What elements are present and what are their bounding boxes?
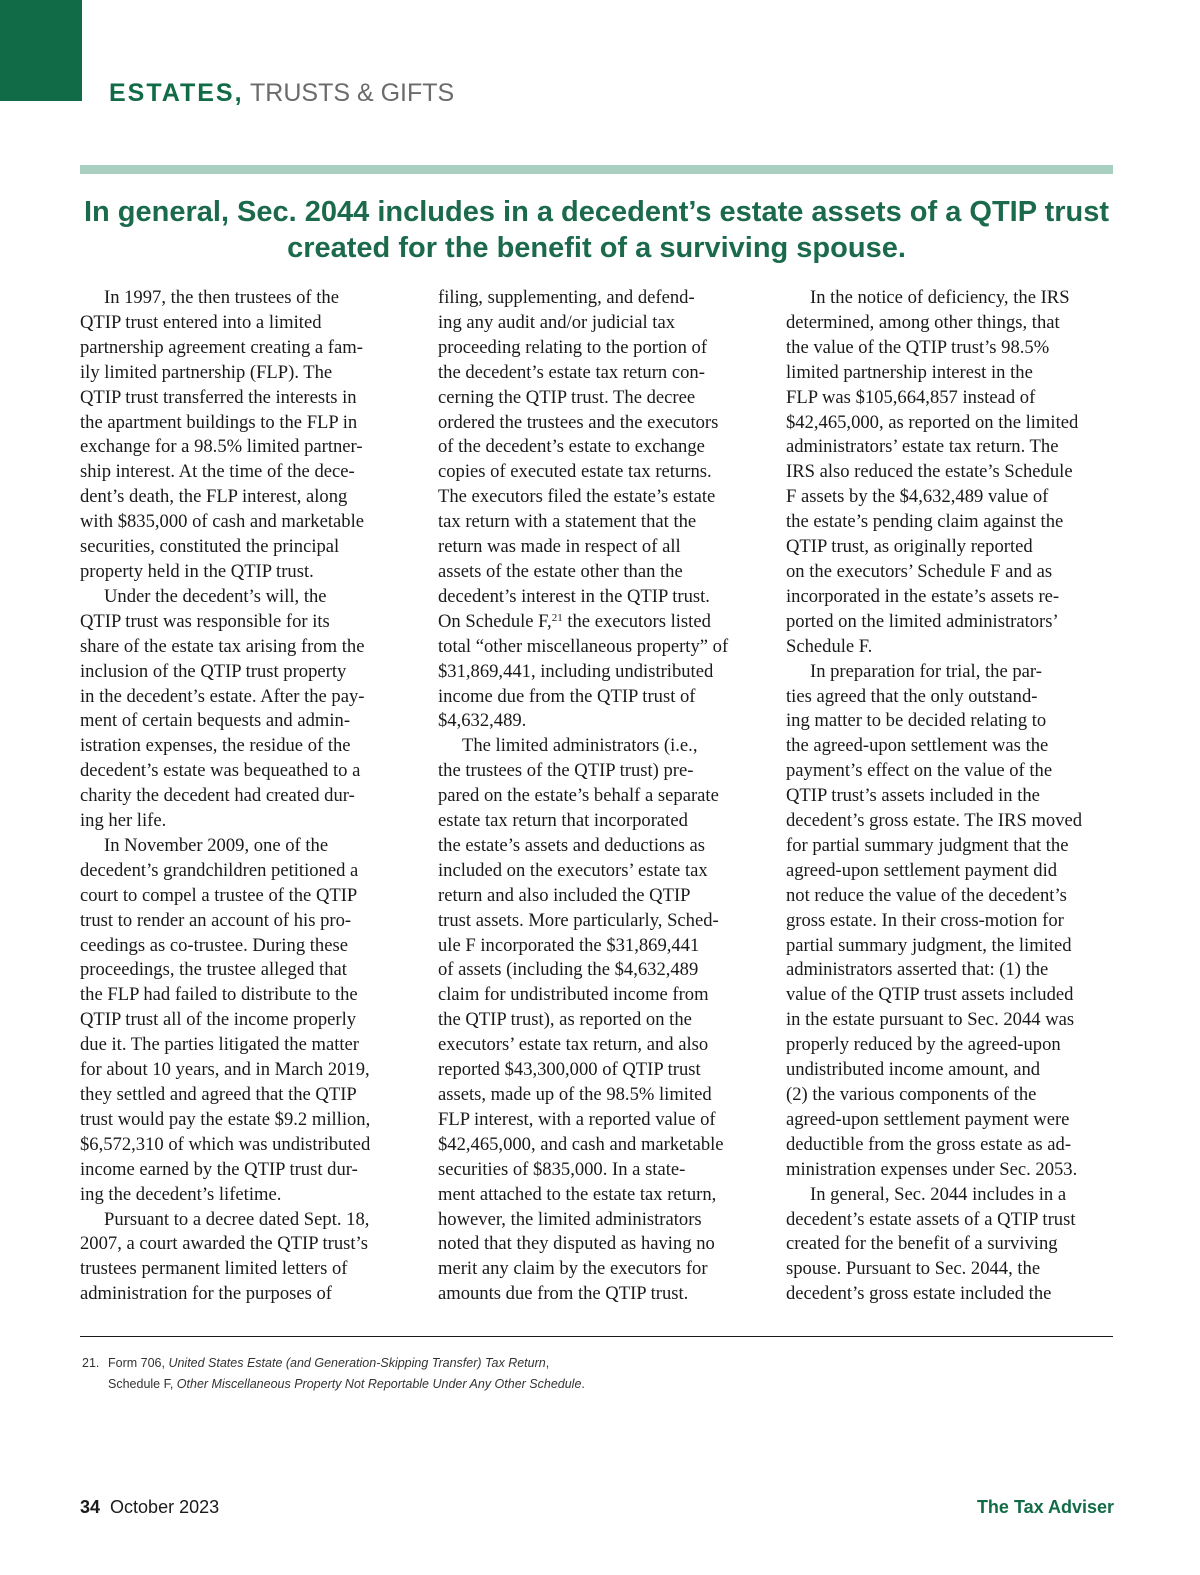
text-line: $42,465,000, and cash and marketable bbox=[438, 1133, 724, 1155]
text-line: ily limited partnership (FLP). The bbox=[80, 361, 333, 383]
text-line: ule F incorporated the $31,869,441 bbox=[438, 934, 700, 956]
text-line: pared on the estate’s behalf a separate bbox=[438, 785, 719, 807]
paragraph bbox=[438, 286, 768, 610]
text-line: assets of the estate other than the bbox=[438, 560, 683, 582]
text-line: (2) the various components of the bbox=[786, 1084, 1037, 1105]
text-line: incorporated in the estate’s assets re- bbox=[786, 585, 1060, 607]
text-line: ship interest. At the time of the dece- bbox=[80, 461, 355, 483]
section-header-bold: ESTATES, bbox=[109, 79, 244, 107]
text-line: income due from the QTIP trust of bbox=[438, 685, 696, 707]
text-line: the QTIP trust), as reported on the bbox=[438, 1009, 692, 1031]
text-line: executors’ estate tax return, and also bbox=[438, 1034, 709, 1056]
footnote-21 bbox=[82, 1353, 602, 1395]
text-line: included on the executors’ estate tax bbox=[438, 859, 708, 881]
text-line: ministration expenses under Sec. 2053. bbox=[786, 1158, 1078, 1180]
footnote-number: 21. bbox=[82, 1356, 100, 1370]
text-line: In preparation for trial, the par- bbox=[810, 660, 1042, 682]
section-header bbox=[109, 77, 454, 109]
text-line: trust assets. More particularly, Sched- bbox=[438, 909, 719, 931]
text-line: created for the benefit of a surviving bbox=[786, 1233, 1058, 1255]
text-line: properly reduced by the agreed-upon bbox=[786, 1034, 1061, 1056]
text-line: not reduce the value of the decedent’s bbox=[786, 884, 1067, 906]
footnote-schedule-title: Other Miscellaneous Property Not Reportable Under Any Other Schedule bbox=[176, 1377, 582, 1391]
text-line: partnership agreement creating a fam- bbox=[80, 336, 363, 358]
text-line: administrators’ estate tax return. The bbox=[786, 436, 1059, 458]
text-line: of assets (including the $4,632,489 bbox=[438, 959, 699, 981]
text-line: ceedings as co-trustee. During these bbox=[80, 934, 348, 956]
text-line: ing matter to be decided relating to bbox=[786, 710, 1047, 732]
text-line: the value of the QTIP trust’s 98.5% bbox=[786, 336, 1050, 358]
text-line: In general, Sec. 2044 includes in a bbox=[810, 1183, 1067, 1205]
text-line: deductible from the gross estate as ad- bbox=[786, 1133, 1072, 1155]
text-line: court to compel a trustee of the QTIP bbox=[80, 884, 358, 906]
text-line: with $835,000 of cash and marketable bbox=[80, 511, 364, 533]
text-line: $31,869,441, including undistributed bbox=[438, 660, 714, 682]
text-line: the FLP had failed to distribute to the bbox=[80, 984, 358, 1006]
text-line: copies of executed estate tax returns. bbox=[438, 461, 712, 483]
text-line: in the decedent’s estate. After the pay- bbox=[80, 685, 365, 707]
text-line: merit any claim by the executors for bbox=[438, 1258, 708, 1280]
schedule-f-lead: On Schedule F, bbox=[438, 610, 552, 632]
text-line: dent’s death, the FLP interest, along bbox=[80, 486, 348, 508]
text-line: for about 10 years, and in March 2019, bbox=[80, 1059, 370, 1081]
text-line: decedent’s gross estate. The IRS moved bbox=[786, 810, 1083, 832]
text-line: share of the estate tax arising from the bbox=[80, 635, 365, 657]
text-line: FLP was $105,664,857 instead of bbox=[786, 386, 1036, 408]
text-line: cerning the QTIP trust. The decree bbox=[438, 386, 696, 408]
text-line: the estate’s pending claim against the bbox=[786, 511, 1064, 533]
paragraph bbox=[438, 734, 768, 1307]
article-column-1 bbox=[80, 286, 410, 1307]
text-line: ment attached to the estate tax return, bbox=[438, 1183, 717, 1205]
pull-quote-rule bbox=[80, 165, 1113, 174]
text-line: QTIP trust was responsible for its bbox=[80, 610, 330, 632]
paragraph bbox=[80, 834, 410, 1208]
text-line: securities, constituted the principal bbox=[80, 536, 340, 558]
text-line: ing any audit and/or judicial tax bbox=[438, 311, 676, 333]
text-line: noted that they disputed as having no bbox=[438, 1233, 715, 1255]
text-line: in the estate pursuant to Sec. 2044 was bbox=[786, 1009, 1075, 1031]
text-line: 2007, a court awarded the QTIP trust’s bbox=[80, 1233, 368, 1255]
text-line: trust would pay the estate $9.2 million, bbox=[80, 1108, 371, 1130]
text-line: administration for the purposes of bbox=[80, 1283, 332, 1305]
text-line: ported on the limited administrators’ bbox=[786, 610, 1059, 632]
text-line: payment’s effect on the value of the bbox=[786, 760, 1053, 782]
text-line: determined, among other things, that bbox=[786, 311, 1060, 333]
text-line: QTIP trust’s assets included in the bbox=[786, 785, 1040, 807]
text-line: claim for undistributed income from bbox=[438, 984, 709, 1006]
footnote-text bbox=[108, 1353, 602, 1395]
text-line: exchange for a 98.5% limited partner- bbox=[80, 436, 363, 458]
corner-color-block bbox=[0, 0, 82, 101]
text-line: assets, made up of the 98.5% limited bbox=[438, 1084, 712, 1105]
text-line: proceeding relating to the portion of bbox=[438, 336, 708, 358]
text-line: FLP interest, with a reported value of bbox=[438, 1108, 716, 1130]
text-line: estate tax return that incorporated bbox=[438, 810, 688, 832]
text-line: the estate’s assets and deductions as bbox=[438, 834, 705, 856]
footnote-prefix: Form 706, bbox=[108, 1356, 169, 1370]
article-column-3 bbox=[786, 286, 1116, 1307]
text-line: ing her life. bbox=[80, 810, 167, 832]
text-line: proceedings, the trustee alleged that bbox=[80, 959, 347, 981]
text-line: undistributed income amount, and bbox=[786, 1059, 1041, 1081]
text-line: due it. The parties litigated the matter bbox=[80, 1034, 359, 1056]
text-line: trustees permanent limited letters of bbox=[80, 1258, 348, 1280]
text-line: QTIP trust, as originally reported bbox=[786, 536, 1033, 558]
text-line: partial summary judgment, the limited bbox=[786, 934, 1072, 956]
text-line: $42,465,000, as reported on the limited bbox=[786, 411, 1079, 433]
text-line: ties agreed that the only outstand- bbox=[786, 685, 1038, 707]
text-line: $4,632,489. bbox=[438, 710, 527, 732]
text-line: The executors filed the estate’s estate bbox=[438, 486, 716, 508]
paragraph bbox=[438, 610, 768, 735]
text-line: spouse. Pursuant to Sec. 2044, the bbox=[786, 1258, 1041, 1280]
text-line: agreed-upon settlement payment were bbox=[786, 1108, 1070, 1130]
text-line: decedent’s interest in the QTIP trust. bbox=[438, 585, 710, 607]
footnote-middle: , Schedule F, bbox=[108, 1356, 550, 1391]
text-line: F assets by the $4,632,489 value of bbox=[786, 486, 1049, 508]
text-line: QTIP trust all of the income properly bbox=[80, 1009, 357, 1031]
text-line: return and also included the QTIP bbox=[438, 884, 691, 906]
text-line: In November 2009, one of the bbox=[104, 834, 329, 856]
text-line: Pursuant to a decree dated Sept. 18, bbox=[104, 1208, 370, 1230]
text-line: IRS also reduced the estate’s Schedule bbox=[786, 461, 1073, 483]
text-line: the apartment buildings to the FLP in bbox=[80, 411, 358, 433]
paragraph bbox=[80, 1208, 410, 1308]
footnote-form-title: United States Estate (and Generation-Skipping Transfer) Tax Return bbox=[168, 1356, 546, 1370]
text-line: the trustees of the QTIP trust) pre- bbox=[438, 760, 694, 782]
text-line: administrators asserted that: (1) the bbox=[786, 959, 1049, 981]
footnote-divider bbox=[80, 1336, 1113, 1337]
text-line bbox=[438, 610, 768, 635]
text-line: tax return with a statement that the bbox=[438, 511, 697, 533]
text-line: istration expenses, the residue of the bbox=[80, 735, 351, 757]
text-line: QTIP trust transferred the interests in bbox=[80, 386, 357, 408]
text-line: decedent’s gross estate included the bbox=[786, 1283, 1052, 1305]
text-line: the decedent’s estate tax return con- bbox=[438, 361, 705, 383]
text-line: total “other miscellaneous property” of bbox=[438, 635, 729, 657]
text-line: of the decedent’s estate to exchange bbox=[438, 436, 705, 458]
text-line: filing, supplementing, and defend- bbox=[438, 287, 695, 308]
text-line: In the notice of deficiency, the IRS bbox=[810, 287, 1070, 308]
text-line: limited partnership interest in the bbox=[786, 361, 1033, 383]
text-line: decedent’s estate assets of a QTIP trust bbox=[786, 1208, 1076, 1230]
text-line: charity the decedent had created dur- bbox=[80, 785, 355, 807]
text-line: property held in the QTIP trust. bbox=[80, 560, 314, 582]
text-line: ing the decedent’s lifetime. bbox=[80, 1183, 282, 1205]
pull-quote: In general, Sec. 2044 includes in a decedent’s estate assets of a QTIP trust created for the benefit of a surviving spouse. bbox=[83, 196, 1110, 264]
text-line: $6,572,310 of which was undistributed bbox=[80, 1133, 371, 1155]
publication-name: The Tax Adviser bbox=[976, 1497, 1114, 1517]
paragraph bbox=[786, 660, 1116, 1183]
text-line: they settled and agreed that the QTIP bbox=[80, 1084, 357, 1105]
text-line: decedent’s grandchildren petitioned a bbox=[80, 859, 359, 881]
text-line: value of the QTIP trust assets included bbox=[786, 984, 1074, 1006]
text-line: reported $43,300,000 of QTIP trust bbox=[438, 1059, 701, 1081]
page-number: 34 bbox=[80, 1497, 101, 1517]
section-header-light: TRUSTS & GIFTS bbox=[243, 79, 455, 107]
paragraph bbox=[786, 286, 1116, 660]
article-column-2 bbox=[438, 286, 768, 1307]
text-line: QTIP trust entered into a limited bbox=[80, 311, 322, 333]
text-line: return was made in respect of all bbox=[438, 536, 681, 558]
text-line: In 1997, the then trustees of the bbox=[104, 287, 339, 308]
paragraph bbox=[80, 286, 410, 585]
text-line: however, the limited administrators bbox=[438, 1208, 702, 1230]
text-line: Under the decedent’s will, the bbox=[104, 585, 327, 607]
text-line: trust to render an account of his pro- bbox=[80, 909, 352, 931]
footnote-suffix: . bbox=[581, 1377, 585, 1391]
text-line: gross estate. In their cross-motion for bbox=[786, 909, 1064, 931]
text-line: ordered the trustees and the executors bbox=[438, 411, 719, 433]
text-line: The limited administrators (i.e., bbox=[462, 735, 698, 757]
text-line: for partial summary judgment that the bbox=[786, 834, 1069, 856]
paragraph bbox=[80, 585, 410, 834]
footnote-reference: 21 bbox=[551, 611, 563, 624]
text-line: ment of certain bequests and admin- bbox=[80, 710, 351, 732]
text-line: securities of $835,000. In a state- bbox=[438, 1158, 686, 1180]
paragraph bbox=[786, 1183, 1116, 1308]
text-line: decedent’s estate was bequeathed to a bbox=[80, 760, 361, 782]
page-folio bbox=[80, 1495, 219, 1519]
text-line: amounts due from the QTIP trust. bbox=[438, 1283, 689, 1305]
text-line: Schedule F. bbox=[786, 635, 873, 657]
text-line: on the executors’ Schedule F and as bbox=[786, 560, 1053, 582]
text-line: the agreed-upon settlement was the bbox=[786, 735, 1049, 757]
text-line: agreed-upon settlement payment did bbox=[786, 859, 1058, 881]
issue-date: October 2023 bbox=[110, 1497, 220, 1517]
text-line: income earned by the QTIP trust dur- bbox=[80, 1158, 358, 1180]
text-line-rest: the executors listed bbox=[567, 610, 711, 632]
text-line: inclusion of the QTIP trust property bbox=[80, 660, 347, 682]
